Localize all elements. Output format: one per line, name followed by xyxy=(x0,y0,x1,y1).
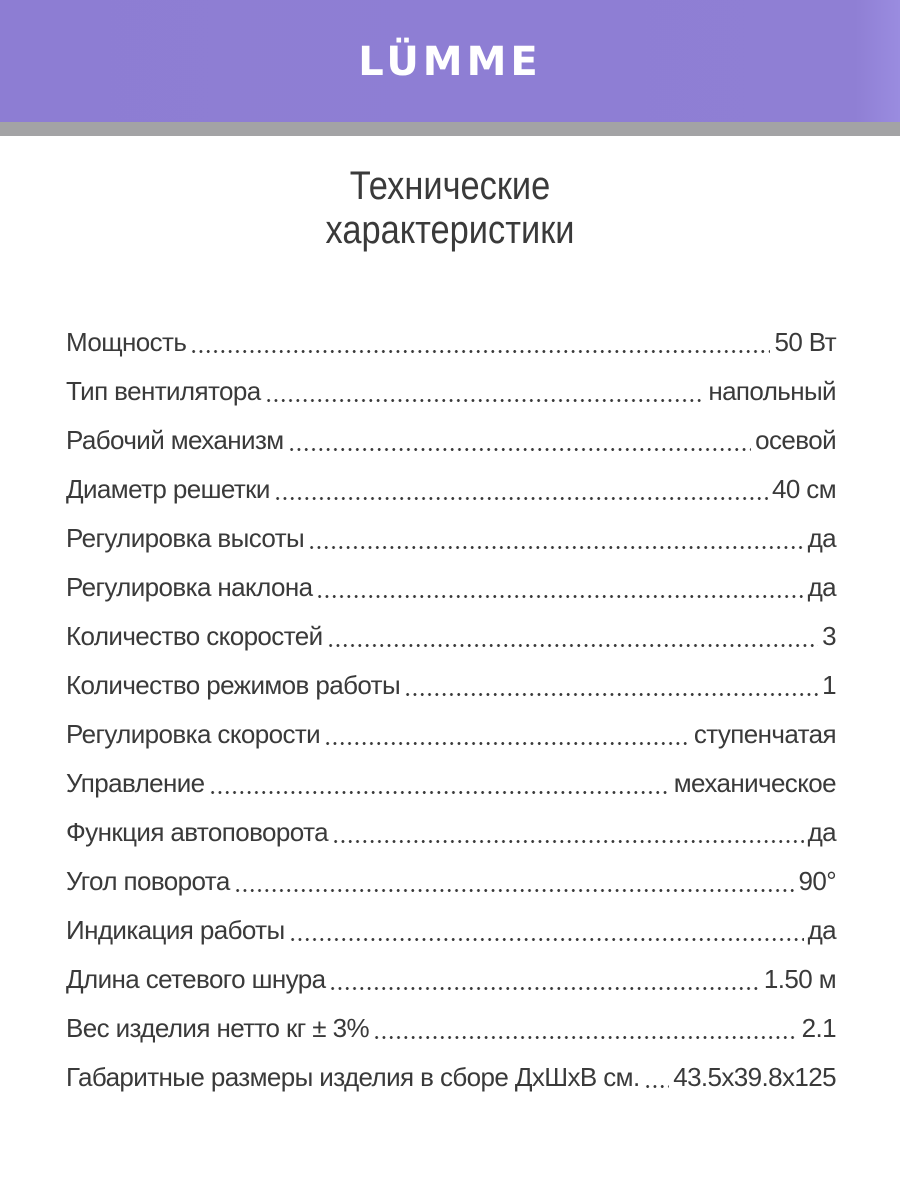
brand-logo: LÜMME xyxy=(358,39,542,85)
spec-label: Регулировка наклона xyxy=(66,572,313,602)
spec-row-indicator xyxy=(66,906,836,955)
dot-leader xyxy=(209,759,670,808)
page-title xyxy=(63,164,837,252)
spec-value: 3 xyxy=(822,621,836,651)
spec-label: Вес изделия нетто кг ± 3% xyxy=(66,1013,369,1043)
spec-value: осевой xyxy=(755,425,836,455)
dot-leader xyxy=(265,367,705,416)
dot-leader xyxy=(289,906,804,955)
spec-label: Угол поворота xyxy=(66,866,230,896)
spec-value: 1 xyxy=(822,670,836,700)
spec-value: 43.5х39.8х125 xyxy=(673,1062,836,1092)
spec-label: Функция автоповорота xyxy=(66,817,328,847)
dot-leader xyxy=(644,1053,670,1102)
spec-row-grille-diameter xyxy=(66,465,836,514)
dot-leader xyxy=(316,563,803,612)
spec-label: Количество скоростей xyxy=(66,621,323,651)
spec-value: да xyxy=(807,817,836,847)
spec-row-mechanism xyxy=(66,416,836,465)
spec-label: Длина сетевого шнура xyxy=(66,964,326,994)
dot-leader xyxy=(327,612,819,661)
spec-row-power xyxy=(66,318,836,367)
dot-leader xyxy=(288,416,752,465)
spec-label: Количество режимов работы xyxy=(66,670,401,700)
spec-row-fan-type xyxy=(66,367,836,416)
spec-value: да xyxy=(807,523,836,553)
spec-row-speed-count xyxy=(66,612,836,661)
spec-row-height-adjustment xyxy=(66,514,836,563)
dot-leader xyxy=(404,661,818,710)
dot-leader xyxy=(190,318,770,367)
spec-label: Рабочий механизм xyxy=(66,425,284,455)
specifications-list xyxy=(66,318,836,1102)
spec-label: Индикация работы xyxy=(66,915,285,945)
dot-leader xyxy=(274,465,768,514)
spec-label: Диаметр решетки xyxy=(66,474,270,504)
page-title-line-2: характеристики xyxy=(325,208,575,252)
spec-value: механическое xyxy=(673,768,836,798)
spec-row-control xyxy=(66,759,836,808)
spec-value: напольный xyxy=(708,376,836,406)
dot-leader xyxy=(308,514,803,563)
spec-value: 1.50 м xyxy=(763,964,836,994)
page-title-line-1: Технические xyxy=(349,164,551,208)
spec-value: 90° xyxy=(798,866,836,896)
spec-value: ступенчатая xyxy=(693,719,836,749)
spec-row-speed-control xyxy=(66,710,836,759)
dot-leader xyxy=(329,955,759,1004)
spec-row-net-weight xyxy=(66,1004,836,1053)
dot-leader xyxy=(324,710,690,759)
spec-value: 2.1 xyxy=(801,1013,836,1043)
spec-row-cord-length xyxy=(66,955,836,1004)
spec-label: Тип вентилятора xyxy=(66,376,261,406)
spec-value: да xyxy=(807,915,836,945)
spec-label: Управление xyxy=(66,768,205,798)
dot-leader xyxy=(332,808,804,857)
spec-row-mode-count xyxy=(66,661,836,710)
spec-value: да xyxy=(807,572,836,602)
spec-value: 50 Вт xyxy=(774,327,836,357)
spec-value: 40 см xyxy=(771,474,836,504)
spec-label: Регулировка скорости xyxy=(66,719,321,749)
spec-row-dimensions xyxy=(66,1053,836,1102)
spec-row-rotation-angle xyxy=(66,857,836,906)
header-divider-strip xyxy=(0,122,900,136)
spec-label: Регулировка высоты xyxy=(66,523,305,553)
spec-row-oscillation xyxy=(66,808,836,857)
dot-leader xyxy=(373,1004,798,1053)
spec-row-tilt-adjustment xyxy=(66,563,836,612)
spec-label: Габаритные размеры изделия в сборе ДхШхВ см. xyxy=(66,1062,640,1092)
brand-header xyxy=(0,0,900,122)
dot-leader xyxy=(234,857,795,906)
spec-label: Мощность xyxy=(66,327,187,357)
